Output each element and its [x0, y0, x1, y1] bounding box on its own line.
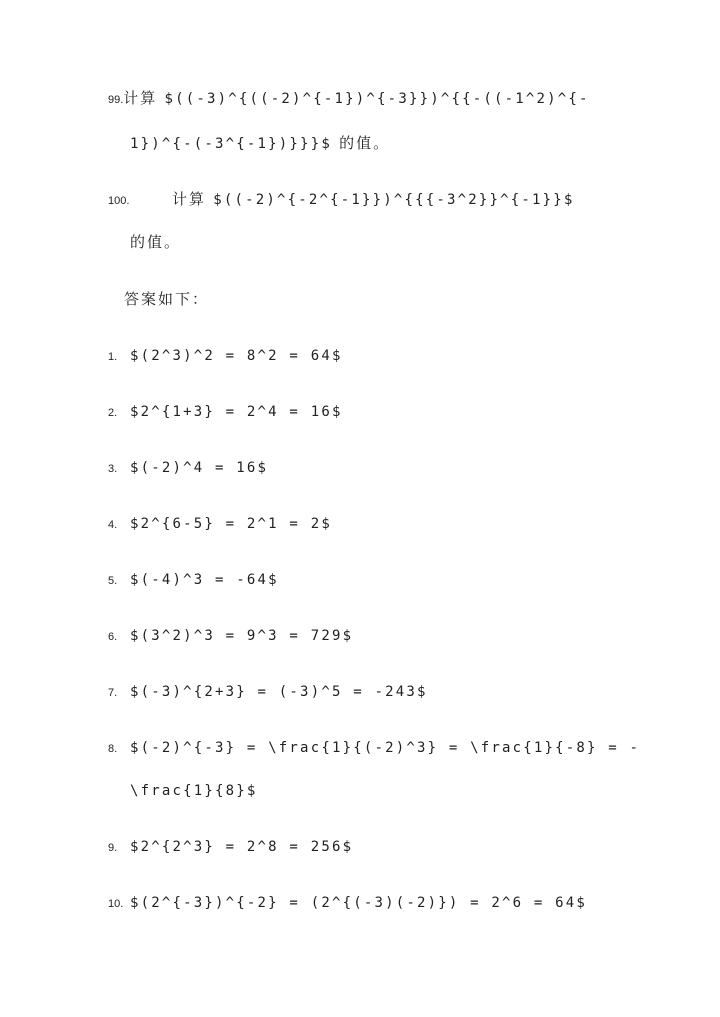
answer-expression: $(2^3)^2 = 8^2 = 64$ — [130, 348, 343, 364]
answer-number: 8. — [108, 743, 118, 755]
problem-suffix: 的值。 — [339, 134, 391, 152]
answer-expression: $2^{2^3} = 2^8 = 256$ — [130, 839, 354, 855]
problem-100 — [108, 189, 575, 211]
answer-expression: $(2^{-3})^{-2} = (2^{(-3)(-2)}) = 2^6 = 64$ — [130, 895, 588, 911]
answer-expression: $(-2)^{-3} = \frac{1}{(-2)^3} = \frac{1}{-8} = - — [130, 740, 641, 756]
problem-100-continued — [130, 232, 181, 252]
answer-item — [108, 401, 343, 423]
answers-heading-text: 答案如下： — [124, 290, 210, 308]
answer-item — [108, 836, 353, 858]
problem-number: 100. — [108, 195, 130, 207]
problem-prefix: 计算 — [123, 89, 158, 107]
answer-item-continued — [130, 780, 258, 801]
answer-number: 3. — [108, 463, 118, 475]
answers-heading — [124, 289, 209, 309]
answer-expression: $2^{6-5} = 2^1 = 2$ — [130, 516, 332, 532]
answer-number: 6. — [108, 631, 118, 643]
answer-number: 9. — [108, 842, 118, 854]
answer-expression-line2: \frac{1}{8}$ — [130, 783, 258, 799]
problem-prefix: 计算 — [172, 190, 207, 208]
problem-99 — [108, 88, 590, 110]
answer-expression: $2^{1+3} = 2^4 = 16$ — [130, 404, 343, 420]
problem-expression-line2: 1})^{-(-3^{-1})}}}$ — [130, 136, 332, 152]
answer-number: 10. — [108, 898, 124, 910]
answer-item — [108, 513, 332, 535]
problem-99-continued — [130, 133, 390, 154]
answer-number: 4. — [108, 519, 118, 531]
answer-expression: $(3^2)^3 = 9^3 = 729$ — [130, 628, 354, 644]
problem-number: 99. — [108, 94, 124, 106]
answer-item — [108, 892, 587, 914]
problem-expression-line1: $((-2)^{-2^{-1}})^{{{-3^2}}^{-1}}$ — [213, 192, 575, 208]
problem-suffix: 的值。 — [130, 233, 182, 251]
answer-item — [108, 625, 353, 647]
answer-expression: $(-2)^4 = 16$ — [130, 460, 269, 476]
answer-number: 7. — [108, 687, 118, 699]
answer-item — [108, 737, 640, 759]
answer-number: 2. — [108, 407, 118, 419]
problem-expression-line1: $((-3)^{((-2)^{-1})^{-3}})^{{-((-1^2)^{- — [164, 91, 590, 107]
answer-item — [108, 345, 343, 367]
answer-item — [108, 569, 279, 591]
answer-expression: $(-3)^{2+3} = (-3)^5 = -243$ — [130, 684, 428, 700]
answer-number: 5. — [108, 575, 118, 587]
answer-item — [108, 681, 428, 703]
answer-item — [108, 457, 268, 479]
answer-expression: $(-4)^3 = -64$ — [130, 572, 279, 588]
answer-number: 1. — [108, 351, 118, 363]
